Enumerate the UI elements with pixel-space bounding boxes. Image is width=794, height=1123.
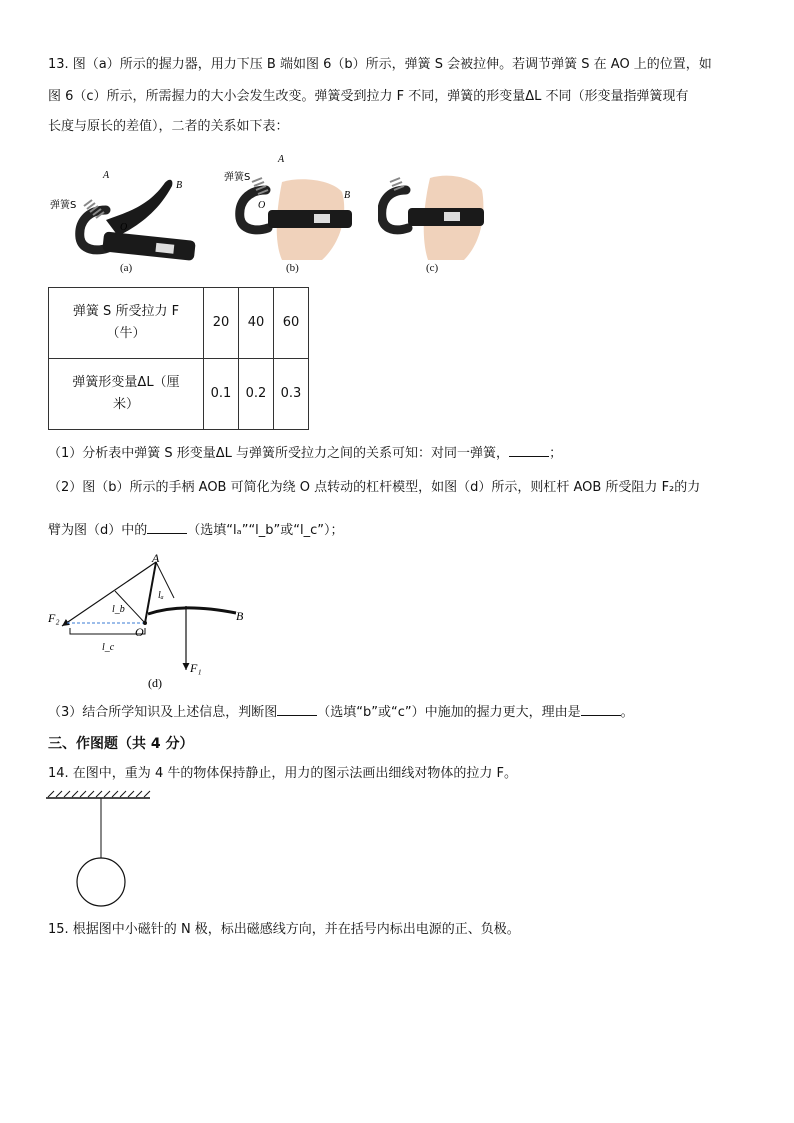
label-lb: l_b bbox=[112, 604, 125, 615]
label-o: O bbox=[135, 625, 144, 639]
label-f1: F₁ bbox=[190, 661, 202, 675]
q13-intro-line-2: 图 6（c）所示，所需握力的大小会发生改变。弹簧受到拉力 F 不同，弹簧的形变量ΔL 不同（形变量指弹簧现有 bbox=[48, 89, 689, 104]
force-f2-arrow bbox=[62, 562, 156, 626]
ceiling-hatch bbox=[48, 791, 150, 797]
lever-arm-ob bbox=[148, 608, 236, 614]
table-row bbox=[49, 288, 309, 359]
q13-intro-line-3: 长度与原长的差值），二者的关系如下表： bbox=[48, 119, 289, 134]
table-cell: 40 bbox=[239, 288, 274, 359]
q14-text: 14. 在图中，重为 4 牛的物体保持静止，用力的图示法画出细线对物体的拉力 F。 bbox=[48, 766, 517, 781]
gripper-photo-b bbox=[222, 152, 362, 267]
q13-sub3: （3）结合所学知识及上述信息，判断图 （选填“b”或“c”）中施加的握力更大，理由是 。 bbox=[48, 705, 634, 720]
table-cell: 0.1 bbox=[204, 359, 239, 430]
table-row bbox=[49, 359, 309, 430]
label-lc: l_c bbox=[102, 642, 115, 653]
q13-sub2-line-2: 臂为图（d）中的 （选填“lₐ”“l_b”或“l_c”）； bbox=[48, 523, 344, 538]
label-o: O bbox=[120, 222, 128, 233]
q15-text: 15. 根据图中小磁针的 N 极，标出磁感线方向，并在括号内标出电源的正、负极。 bbox=[48, 922, 520, 937]
label-a: A bbox=[278, 154, 285, 165]
answer-blank-4[interactable] bbox=[581, 703, 621, 716]
section-title: 三、作图题（共 4 分） bbox=[48, 736, 194, 752]
label-a: A bbox=[103, 170, 110, 181]
table-cell: 0.2 bbox=[239, 359, 274, 430]
table-cell: 20 bbox=[204, 288, 239, 359]
caption-b: (b) bbox=[286, 262, 299, 274]
answer-blank-1[interactable] bbox=[509, 444, 549, 457]
label-f2: F₂ bbox=[48, 611, 60, 625]
label-a: A bbox=[152, 551, 160, 565]
caption-c: (c) bbox=[426, 262, 439, 274]
hanging-ball bbox=[77, 858, 125, 906]
caption-d: (d) bbox=[148, 676, 162, 690]
q13-intro-line-1: 13. 图（a）所示的握力器，用力下压 B 端如图 6（b）所示，弹簧 S 会被拉伸。若调节弹簧 S 在 AO 上的位置，如 bbox=[48, 57, 712, 72]
hanging-object-diagram bbox=[46, 790, 156, 910]
label-b: B bbox=[344, 190, 351, 201]
gripper-photo-a bbox=[48, 160, 198, 275]
answer-blank-3[interactable] bbox=[277, 703, 317, 716]
label-b: B bbox=[176, 180, 183, 191]
table-header-deformation: 弹簧形变量ΔL（厘 米） bbox=[49, 359, 204, 430]
label-spring: 弹簧S bbox=[224, 172, 251, 183]
q13-sub2-line-1: （2）图（b）所示的手柄 AOB 可简化为绕 O 点转动的杠杆模型，如图（d）所示，则杠杆 AOB 所受阻力 F₂的力 bbox=[48, 480, 701, 495]
label-b: B bbox=[236, 609, 244, 623]
table-cell: 60 bbox=[274, 288, 309, 359]
caption-a: (a) bbox=[120, 262, 133, 274]
force-deformation-table bbox=[48, 287, 309, 430]
lc-brace bbox=[70, 628, 145, 634]
label-o: O bbox=[258, 200, 266, 211]
q13-sub1: （1）分析表中弹簧 S 形变量ΔL 与弹簧所受拉力之间的关系可知：对同一弹簧， ； bbox=[48, 446, 563, 461]
label-la: lₐ bbox=[158, 590, 164, 601]
lever-diagram-d bbox=[40, 548, 260, 693]
table-cell: 0.3 bbox=[274, 359, 309, 430]
label-spring: 弹簧S bbox=[50, 200, 77, 211]
answer-blank-2[interactable] bbox=[147, 521, 187, 534]
gripper-photo-c bbox=[378, 152, 488, 262]
table-header-force: 弹簧 S 所受拉力 F （牛） bbox=[49, 288, 204, 359]
